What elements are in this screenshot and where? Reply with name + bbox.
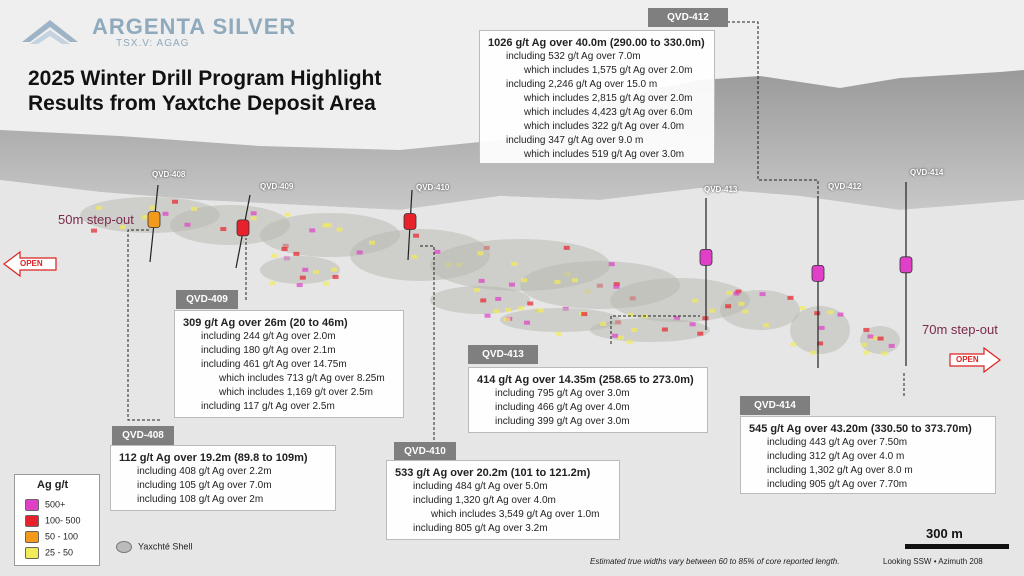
assay-interval <box>867 335 873 339</box>
hole-label-qvd412: QVD-412 <box>828 182 862 191</box>
hole-label-qvd408: QVD-408 <box>152 170 186 179</box>
callout-interval: including 2,246 g/t Ag over 15.0 m <box>506 79 658 90</box>
assay-interval <box>690 322 696 326</box>
assay-interval <box>434 250 440 254</box>
assay-interval <box>357 250 363 254</box>
mineralized-intercept <box>148 212 160 228</box>
legend-swatch <box>25 531 39 543</box>
callout-interval: including 1,302 g/t Ag over 8.0 m <box>767 465 913 476</box>
assay-interval <box>518 306 524 310</box>
callout-interval: including 108 g/t Ag over 2m <box>137 494 264 505</box>
callout-headline: 545 g/t Ag over 43.20m (330.50 to 373.70m) <box>749 423 972 435</box>
assay-interval <box>96 206 102 210</box>
assay-interval <box>538 309 544 313</box>
assay-interval <box>300 276 306 280</box>
assay-interval <box>819 326 825 330</box>
callout-qvd414 <box>740 416 996 494</box>
assay-interval <box>480 298 486 302</box>
assay-interval <box>184 223 190 227</box>
callout-interval: including 180 g/t Ag over 2.1m <box>201 345 336 356</box>
tag-qvd408: QVD-408 <box>112 426 174 445</box>
assay-interval <box>309 228 315 232</box>
scale-label: 300 m <box>926 526 963 541</box>
legend-label: 50 - 100 <box>45 531 79 542</box>
assay-interval <box>413 234 419 238</box>
assay-interval <box>527 302 533 306</box>
assay-interval <box>692 299 698 303</box>
legend-label: 25 - 50 <box>45 547 74 558</box>
assay-interval <box>479 279 485 283</box>
callout-headline: 1026 g/t Ag over 40.0m (290.00 to 330.0m) <box>488 37 705 49</box>
assay-interval <box>882 351 888 355</box>
assay-interval <box>411 255 417 259</box>
assay-interval <box>827 310 833 314</box>
callout-headline: 112 g/t Ag over 19.2m (89.8 to 109m) <box>119 452 308 464</box>
assay-interval <box>697 332 703 336</box>
assay-interval <box>889 344 895 348</box>
mineralized-intercept <box>812 265 824 281</box>
callout-interval: including 905 g/t Ag over 7.70m <box>767 479 908 490</box>
scale-bar <box>905 544 1009 549</box>
callout-qvd413 <box>468 367 708 433</box>
assay-interval <box>504 317 510 321</box>
assay-interval <box>509 283 515 287</box>
assay-interval <box>511 262 517 266</box>
view-note: Looking SSW • Azimuth 208 <box>883 557 983 566</box>
assay-interval <box>627 340 633 344</box>
assay-interval <box>727 291 733 295</box>
legend-label: 100- 500 <box>45 515 81 526</box>
company-ticker: TSX.V: AGAG <box>116 38 190 49</box>
legend-swatch <box>25 499 39 511</box>
figure-title <box>28 66 381 116</box>
open-label-left: OPEN <box>20 259 43 268</box>
callout-interval: including 399 g/t Ag over 3.0m <box>495 416 630 427</box>
legend-item <box>25 547 73 559</box>
callout-interval: which includes 519 g/t Ag over 3.0m <box>524 149 685 160</box>
assay-interval <box>302 268 308 272</box>
shell-legend <box>116 541 192 553</box>
assay-interval <box>326 223 332 227</box>
shell-label: Yaxchté Shell <box>138 541 193 552</box>
callout-interval: including 1,320 g/t Ag over 4.0m <box>413 495 556 506</box>
assay-interval <box>297 283 303 287</box>
assay-interval <box>733 291 739 295</box>
assay-interval <box>163 212 169 216</box>
assay-interval <box>331 268 337 272</box>
callout-interval: including 795 g/t Ag over 3.0m <box>495 388 630 399</box>
assay-interval <box>863 328 869 332</box>
assay-interval <box>609 262 615 266</box>
assay-interval <box>861 343 867 347</box>
assay-interval <box>172 200 178 204</box>
assay-interval <box>293 252 299 256</box>
callout-interval: including 461 g/t Ag over 14.75m <box>201 359 347 370</box>
step-out-right: 70m step-out <box>922 322 998 337</box>
mineralized-intercept <box>900 257 912 273</box>
assay-interval <box>556 332 562 336</box>
assay-interval <box>271 254 277 258</box>
assay-interval <box>554 280 560 284</box>
callout-interval: including 532 g/t Ag over 7.0m <box>506 51 641 62</box>
shell-body <box>590 318 710 342</box>
hole-label-qvd409: QVD-409 <box>260 182 294 191</box>
legend-item <box>25 515 81 527</box>
assay-interval <box>270 281 276 285</box>
assay-interval <box>572 278 578 282</box>
hole-label-qvd413: QVD-413 <box>704 185 738 194</box>
assay-interval <box>485 314 491 318</box>
step-out-left: 50m step-out <box>58 212 134 227</box>
callout-interval: including 312 g/t Ag over 4.0 m <box>767 451 905 462</box>
footnote: Estimated true widths vary between 60 to 85% of core reported length. <box>590 557 840 566</box>
callout-interval: including 117 g/t Ag over 2.5m <box>201 401 335 412</box>
assay-interval <box>285 213 291 217</box>
callout-interval: including 408 g/t Ag over 2.2m <box>137 466 272 477</box>
company-logo-name: ARGENTA SILVER <box>92 14 297 39</box>
legend-item <box>25 499 65 511</box>
callout-qvd408 <box>110 445 336 511</box>
shell-body <box>260 256 340 284</box>
assay-interval <box>878 337 884 341</box>
assay-interval <box>662 327 668 331</box>
assay-interval <box>791 342 797 346</box>
assay-interval <box>323 282 329 286</box>
assay-interval <box>282 247 288 251</box>
callout-qvd412 <box>479 30 715 164</box>
callout-interval: which includes 322 g/t Ag over 4.0m <box>524 121 685 132</box>
assay-interval <box>251 211 257 215</box>
callout-interval: including 466 g/t Ag over 4.0m <box>495 402 630 413</box>
callout-qvd409 <box>174 310 404 418</box>
tag-qvd414: QVD-414 <box>740 396 810 415</box>
assay-interval <box>800 306 806 310</box>
assay-interval <box>725 304 731 308</box>
callout-qvd410 <box>386 460 620 540</box>
assay-interval <box>612 334 618 338</box>
callout-interval: which includes 1,575 g/t Ag over 2.0m <box>524 65 693 76</box>
tag-qvd413: QVD-413 <box>468 345 538 364</box>
assay-interval <box>495 297 501 301</box>
callout-interval: including 347 g/t Ag over 9.0 m <box>506 135 644 146</box>
tag-qvd409: QVD-409 <box>176 290 238 309</box>
assay-interval <box>337 228 343 232</box>
assay-interval <box>642 315 648 319</box>
assay-interval <box>474 288 480 292</box>
assay-interval <box>760 292 766 296</box>
assay-interval <box>91 229 97 233</box>
legend-swatch <box>25 515 39 527</box>
assay-interval <box>742 310 748 314</box>
assay-interval <box>600 322 606 326</box>
assay-interval <box>564 246 570 250</box>
legend-item <box>25 531 78 543</box>
callout-headline: 309 g/t Ag over 26m (20 to 46m) <box>183 317 348 329</box>
assay-interval <box>814 311 820 315</box>
assay-interval <box>618 336 624 340</box>
assay-interval <box>763 323 769 327</box>
assay-interval <box>142 215 148 219</box>
assay-interval <box>810 351 816 355</box>
assay-interval <box>524 321 530 325</box>
assay-interval <box>478 251 484 255</box>
callout-headline: 533 g/t Ag over 20.2m (101 to 121.2m) <box>395 467 591 479</box>
legend-label: 500+ <box>45 499 66 510</box>
open-label-right: OPEN <box>956 355 979 364</box>
callout-interval: including 105 g/t Ag over 7.0m <box>137 480 272 491</box>
assay-interval <box>631 328 637 332</box>
callout-interval: including 484 g/t Ag over 5.0m <box>413 481 548 492</box>
assay-interval <box>313 270 319 274</box>
mineralized-intercept <box>700 249 712 265</box>
callout-interval: including 443 g/t Ag over 7.50m <box>767 437 908 448</box>
callout-interval: including 805 g/t Ag over 3.2m <box>413 523 548 534</box>
callout-interval: which includes 4,423 g/t Ag over 6.0m <box>524 107 693 118</box>
title-line-2: Results from Yaxtche Deposit Area <box>28 92 376 115</box>
assay-interval <box>837 313 843 317</box>
callout-interval: including 244 g/t Ag over 2.0m <box>201 331 336 342</box>
assay-interval <box>709 309 715 313</box>
assay-interval <box>251 216 257 220</box>
callout-interval: which includes 713 g/t Ag over 8.25m <box>219 373 385 384</box>
title-line-1: 2025 Winter Drill Program Highlight <box>28 67 382 90</box>
callout-interval: which includes 2,815 g/t Ag over 2.0m <box>524 93 693 104</box>
assay-interval <box>581 312 587 316</box>
shell-icon <box>116 541 132 553</box>
assay-interval <box>150 205 156 209</box>
assay-interval <box>521 278 527 282</box>
assay-interval <box>738 302 744 306</box>
assay-interval <box>863 351 869 355</box>
assay-interval <box>369 241 375 245</box>
assay-interval <box>613 285 619 289</box>
callout-interval: which includes 1,169 g/t over 2.5m <box>219 387 373 398</box>
mineralized-intercept <box>237 220 249 236</box>
tag-qvd410: QVD-410 <box>394 442 456 461</box>
hole-label-qvd414: QVD-414 <box>910 168 944 177</box>
callout-interval: which includes 3,549 g/t Ag over 1.0m <box>431 509 600 520</box>
assay-interval <box>191 207 197 211</box>
assay-interval <box>220 227 226 231</box>
hole-label-qvd410: QVD-410 <box>416 183 450 192</box>
assay-interval <box>494 309 500 313</box>
assay-interval <box>505 308 511 312</box>
tag-qvd412: QVD-412 <box>648 8 728 27</box>
mineralized-intercept <box>404 214 416 230</box>
legend-title: Ag g/t <box>37 479 69 491</box>
assay-interval <box>333 275 339 279</box>
callout-headline: 414 g/t Ag over 14.35m (258.65 to 273.0m) <box>477 374 694 386</box>
legend-swatch <box>25 547 39 559</box>
grade-legend <box>14 474 100 566</box>
assay-interval <box>787 296 793 300</box>
